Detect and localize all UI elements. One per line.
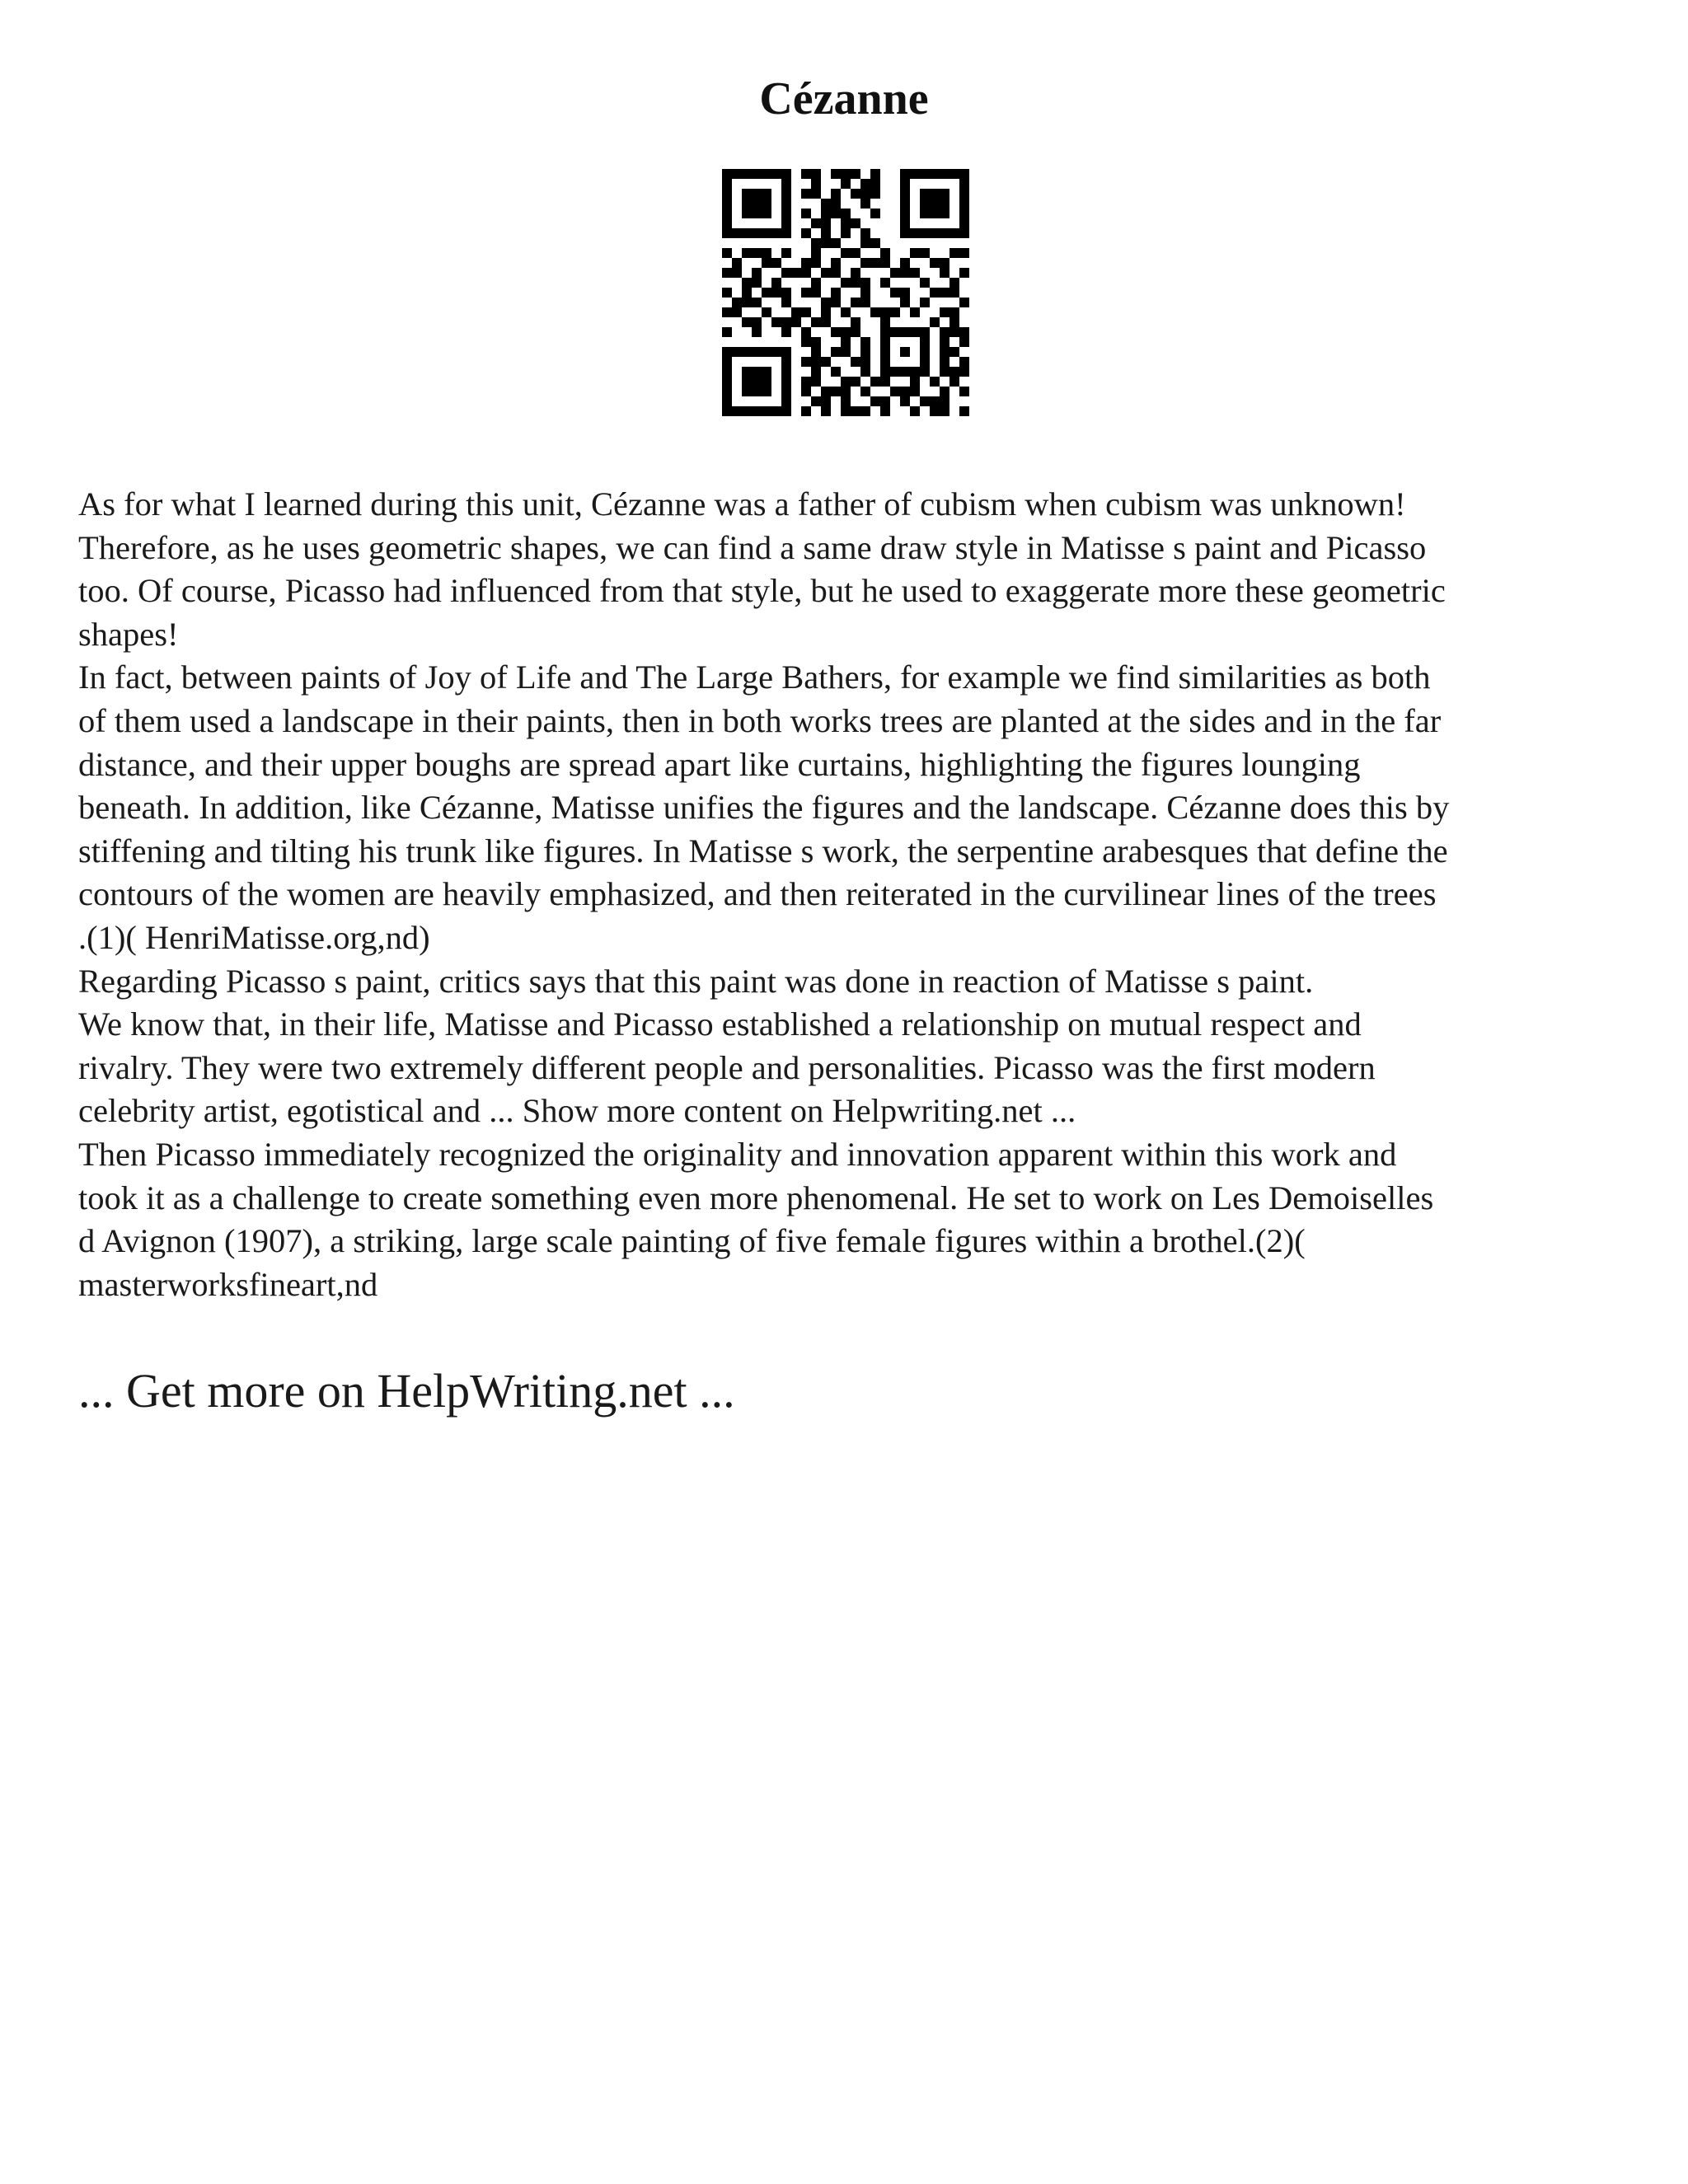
body-line: celebrity artist, egotistical and ... Show more content on Helpwriting.net ...	[78, 1092, 1076, 1130]
body-line: took it as a challenge to create something even more phenomenal. He set to work on Les Demoiselles	[78, 1179, 1434, 1216]
body-line: distance, and their upper boughs are spread apart like curtains, highlighting the figures lounging	[78, 745, 1361, 783]
body-line: d Avignon (1907), a striking, large scale painting of five female figures within a brothel.(2)(	[78, 1222, 1306, 1260]
article-body	[78, 483, 1628, 1306]
body-line: contours of the women are heavily emphasized, and then reiterated in the curvilinear lines of the trees	[78, 875, 1437, 913]
body-line: In fact, between paints of Joy of Life and The Large Bathers, for example we find similarities as both	[78, 658, 1431, 696]
body-line: .(1)( HenriMatisse.org,nd)	[78, 918, 430, 956]
body-line: Regarding Picasso s paint, critics says that this paint was done in reaction of Matisse s paint.	[78, 962, 1314, 1000]
body-line: beneath. In addition, like Cézanne, Matisse unifies the figures and the landscape. Cézanne does this by	[78, 789, 1450, 827]
page-title: Cézanne	[759, 73, 929, 124]
body-line: As for what I learned during this unit, Cézanne was a father of cubism when cubism was unknown!	[78, 485, 1406, 523]
body-line: Therefore, as he uses geometric shapes, we can find a same draw style in Matisse s paint and Picasso	[78, 528, 1427, 566]
get-more-link[interactable]: ... Get more on HelpWriting.net ...	[78, 1364, 735, 1418]
body-line: of them used a landscape in their paints, then in both works trees are planted at the sides and in the far	[78, 701, 1442, 739]
body-line: stiffening and tilting his trunk like figures. In Matisse s work, the serpentine arabesques that define the	[78, 832, 1448, 869]
body-line: shapes!	[78, 615, 179, 653]
body-line: too. Of course, Picasso had influenced from that style, but he used to exaggerate more these geometric	[78, 572, 1446, 610]
body-line: Then Picasso immediately recognized the originality and innovation apparent within this work and	[78, 1135, 1397, 1173]
body-line: masterworksfineart,nd	[78, 1265, 378, 1303]
body-line: We know that, in their life, Matisse and Picasso established a relationship on mutual respect and	[78, 1005, 1362, 1043]
body-line: rivalry. They were two extremely different people and personalities. Picasso was the first modern	[78, 1048, 1376, 1086]
qr-code-icon	[722, 169, 969, 416]
